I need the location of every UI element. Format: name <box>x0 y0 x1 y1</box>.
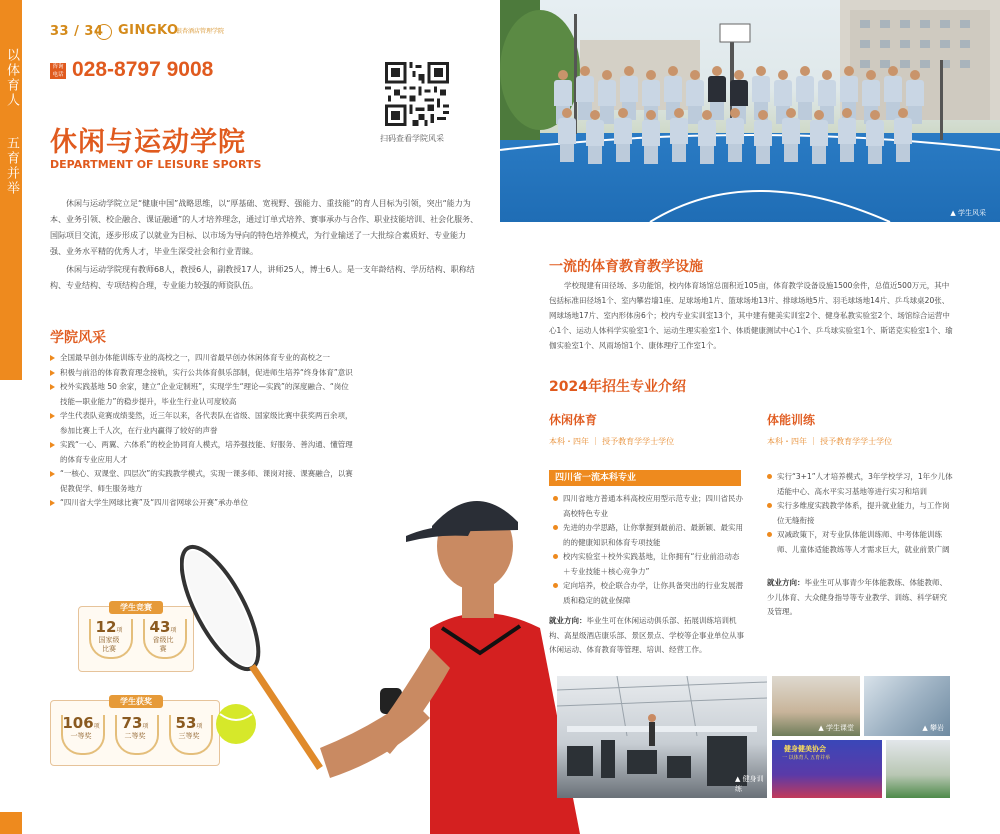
intro-paragraph-1: 休闲与运动学院立足“健康中国”战略思维，以“厚基础、宽视野、强能力、重技能”的育人目标为引领，突出“能力为本、业务引领、校企融合、课证融通”的人才培养理念，通过订单式培养、赛事承办与合作、职业技能培训、社会化服务、国际项目交流，逐步形成了以就业为目标、以市场为导向的特色培养模式，为行业输送了一大批综合素质好、专业能力强、业务水平精的优秀人才，毕业生深受社会和行业青睐。 <box>50 199 479 256</box>
side-slogan-2: 五育并举 <box>4 136 19 196</box>
list-item: 定向培养，校企联合办学，让你具备突出的行业发展潜质和稳定的就业保障 <box>553 579 745 608</box>
major-title-leisure: 休闲体育 <box>549 413 598 427</box>
major-meta-leisure: 本科・四年 ｜ 授予教育学学士学位 <box>549 437 675 446</box>
climbing-photo-caption: ▲ 攀岩 <box>922 724 944 732</box>
list-item: “四川省大学生网球比赛”及“四川省网球公开赛”承办单位 <box>50 496 355 511</box>
ginkgo-logo-icon <box>96 24 112 40</box>
show-banner-sub: 一 以体育人 五育并举 <box>782 755 831 761</box>
player-figure <box>614 108 632 162</box>
list-item: 校内实验室＋校外实践基地，让你拥有“行业前沿动态＋专业技能＋核心竞争力” <box>553 550 745 579</box>
player-figure <box>670 108 688 162</box>
career-label: 就业方向： <box>549 616 587 625</box>
player-figure <box>838 108 856 162</box>
qr-caption: 扫码查看学院风采 <box>380 134 444 143</box>
player-figure <box>782 108 800 162</box>
medal-unit: 项 <box>142 723 149 730</box>
player-figure <box>586 110 604 164</box>
outdoor-photo <box>886 740 950 798</box>
enrollment-title: 2024年招生专业介绍 <box>549 379 686 395</box>
department-title: 休闲与运动学院 <box>50 127 246 158</box>
laurel-icon <box>115 715 159 755</box>
player-figure <box>810 110 828 164</box>
major-list-leisure <box>553 492 745 608</box>
career-label: 就业方向： <box>767 578 805 587</box>
player-figure <box>698 110 716 164</box>
phone-number[interactable]: 028-8797 9008 <box>72 58 214 81</box>
list-item: 全国最早创办体能训练专业的高校之一，四川省最早创办休闲体育专业的高校之一 <box>50 351 355 366</box>
classroom-photo <box>772 676 860 736</box>
list-item: 实践“一心、两翼、六体系”的校企协同育人模式，培养强技能、好服务、善沟通、懂管理的体育专业应用人才 <box>50 438 355 467</box>
climbing-photo <box>864 676 950 736</box>
style-section-title: 学院风采 <box>50 330 106 346</box>
facilities-title: 一流的体育教育教学设施 <box>549 259 703 275</box>
brand-name: GINGKO <box>118 23 179 38</box>
player-figure <box>642 110 660 164</box>
phone-badge: 咨询电话 <box>50 63 66 79</box>
medal-number: 106 <box>62 714 94 732</box>
player-figure <box>726 108 744 162</box>
list-item: 积极与前沿的体育教育理念接轨，实行公共体育俱乐部制，促进师生培养“终身体育”意识 <box>50 366 355 381</box>
player-figure <box>754 110 772 164</box>
competition-badge-title: 学生竞赛 <box>109 601 163 614</box>
career-leisure <box>549 614 745 658</box>
first-class-tag: 四川省一流本科专业 <box>549 470 741 486</box>
list-item: 校外实践基地 50 余家，建立“企业定制班”，实现学生“理论—实践”的深度融合、“岗位技能—职业能力”的稳步提升，毕业生行业认可度较高 <box>50 380 355 409</box>
list-item: 四川省地方普通本科高校应用型示范专业；四川省民办高校特色专业 <box>553 492 745 521</box>
medal-number: 73 <box>121 714 143 732</box>
medal-label: 国家级比赛 <box>98 636 120 653</box>
career-text: 毕业生可在休闲运动俱乐部、拓展训练培训机构、高星级酒店康乐部、景区景点、学校等企事业单位从事休闲运动、体育教育等管理、培训、经营工作。 <box>549 616 744 654</box>
side-slogan-1: 以体育人 <box>4 48 19 108</box>
player-figure <box>558 108 576 162</box>
medal-label: 二等奖 <box>124 732 146 740</box>
major-meta-fitness: 本科・四年 ｜ 授予教育学学士学位 <box>767 437 893 446</box>
list-item: 学生代表队竞赛成绩斐然，近三年以来，各代表队在省级、国家级比赛中获奖两百余项，参加比赛上千人次，在行业内赢得了较好的声誉 <box>50 409 355 438</box>
awards-badge-title: 学生获奖 <box>109 695 163 708</box>
qr-code-icon[interactable] <box>385 62 449 126</box>
medal-label: 一等奖 <box>70 732 92 740</box>
brand-sub: 银杏酒店管理学院 <box>176 28 225 35</box>
fitness-show-photo <box>772 740 882 798</box>
player-figure <box>866 110 884 164</box>
list-item: 先进的办学思路，让你掌握到最前沿、最新颖、最实用的的健康知识和体育专项技能 <box>553 521 745 550</box>
laurel-icon <box>61 715 105 755</box>
tennis-player-photo <box>180 478 600 834</box>
medal-label: 省级比赛 <box>152 636 174 653</box>
team-photo-caption: ▲ 学生风采 <box>950 209 986 217</box>
major-title-fitness: 体能训练 <box>767 413 816 427</box>
list-item: “一核心、双课堂、四层次”的实践教学模式，实现一课多师、课岗对接、课赛融合，以赛促教促学、师生服务地方 <box>50 467 355 496</box>
medal-first <box>55 713 107 741</box>
player-figure <box>894 108 912 162</box>
medal-unit: 项 <box>170 627 177 634</box>
gym-photo <box>557 676 767 798</box>
medal-national <box>85 617 133 654</box>
gym-photo-caption: ▲ 健身训练 <box>735 775 764 793</box>
medal-unit: 项 <box>116 627 123 634</box>
medal-label: 三等奖 <box>178 732 200 740</box>
list-item: 实行“3+1”人才培养模式，3年学校学习，1年少儿体适能中心、高水平实习基地等进行实习和培训 <box>767 470 953 499</box>
major-list-fitness <box>767 470 953 557</box>
team-photo <box>500 0 1000 222</box>
list-item: 实行多维度实践教学体系，提升就业能力，与工作岗位无缝衔接 <box>767 499 953 528</box>
facilities-text: 学校现建有田径场、多功能馆，校内体育场馆总面积近105亩，体育教学设备设施1500余件，总值近500万元，其中包括标准田径场1个、室内攀岩墙1座、足球场地1片、篮球场地13片、排球场地5片、羽毛球场地14片、乒乓球桌20张、网球场地17片、室内形体房6个；校内专业实训室13个，其中建有健美实训室2个、健身私教实验室2个、场馆综合运营中心1个、运动人体科学实验室1个、运动生理实验室1个、体质健康测试中心1个、乒乓球实验室1个、斯诺克实验室1个、瑜伽实验室1个、风雨场馆1个、康体理疗工作室1个。 <box>549 281 953 350</box>
medal-number: 53 <box>175 714 197 732</box>
career-fitness <box>767 576 953 620</box>
page-number: 33 / 34 <box>50 24 104 39</box>
side-band-bottom <box>0 812 22 834</box>
medal-number: 43 <box>149 618 171 636</box>
competition-badge <box>78 603 194 672</box>
list-item: 双减政策下，对专业队体能训练师、中考体能训练师、儿童体适能教练等人才需求巨大，就业前景广阔 <box>767 528 953 557</box>
medal-unit: 项 <box>93 723 100 730</box>
career-text: 毕业生可从事青少年体能教练、体能教师、少儿体育、大众健身指导等专业教学、训练、科学研究及管理。 <box>767 578 947 616</box>
medal-unit: 项 <box>196 723 203 730</box>
intro-paragraph-2: 休闲与运动学院现有教师68人，教授6人，副教授17人，讲师25人，博士6人。是一支年龄结构、学历结构、职称结构、专业结构、专项结构合理，专业能力较强的师资队伍。 <box>50 265 475 290</box>
medal-number: 12 <box>95 618 117 636</box>
department-title-en: DEPARTMENT OF LEISURE SPORTS <box>50 158 262 171</box>
classroom-photo-caption: ▲ 学生课堂 <box>818 724 854 732</box>
laurel-icon <box>89 619 133 659</box>
show-banner: 健身健美协会 <box>784 745 826 753</box>
medal-second <box>109 713 161 741</box>
